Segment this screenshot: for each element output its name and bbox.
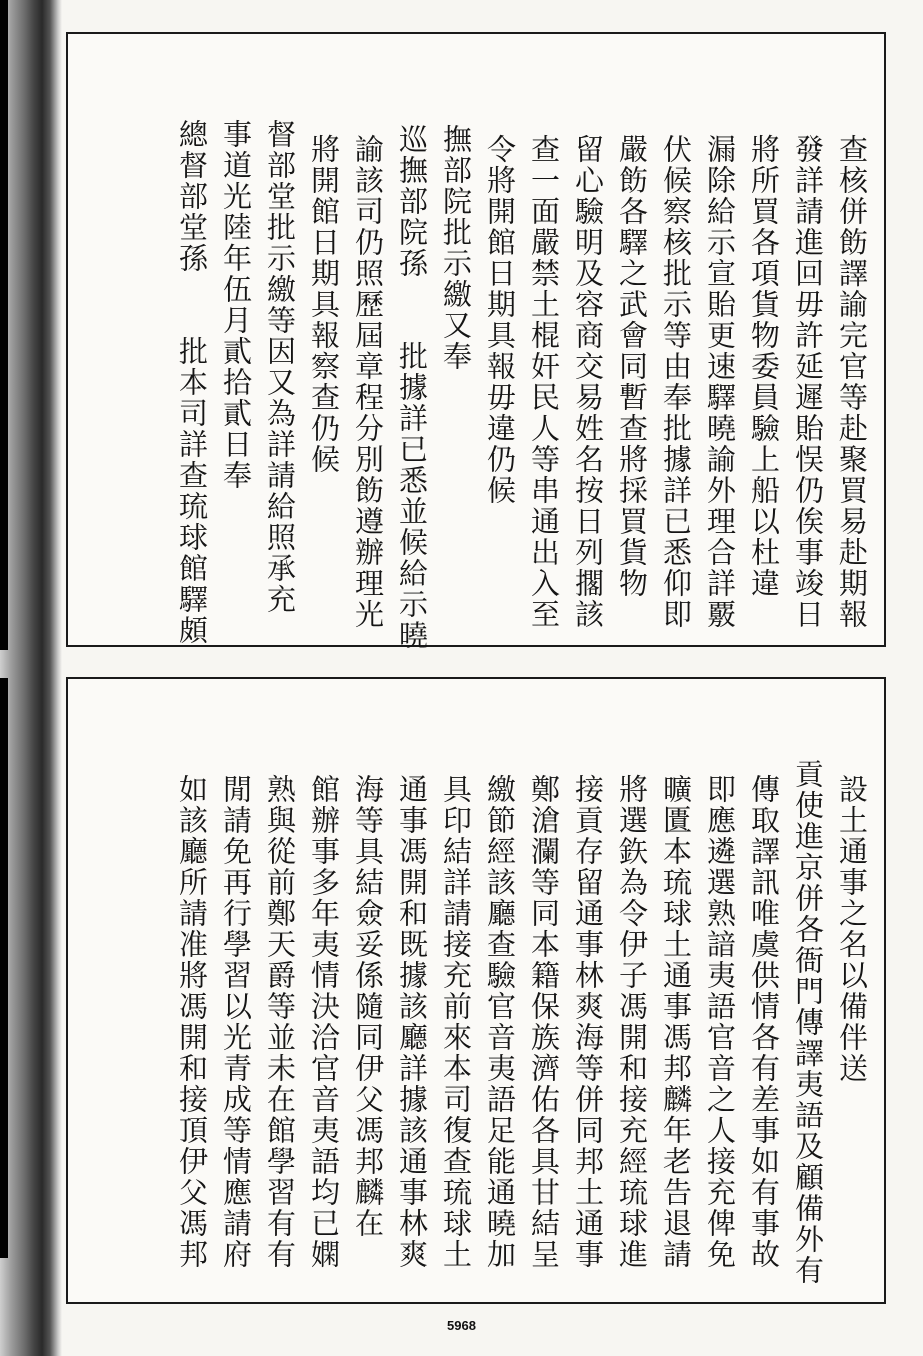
text-column: 留心驗明及容商交易姓名按日列擱該 [571, 134, 605, 630]
spine-edge-mark [0, 0, 8, 650]
text-column: 熟與從前鄭天爵等並未在館學習有有 [263, 774, 297, 1270]
text-column: 館辦事多年夷情決洽官音夷語均已嫻 [307, 774, 341, 1270]
text-column: 具印結詳請接充前來本司復查琉球土 [439, 774, 473, 1270]
text-column: 閒請免再行學習以光青成等情應請府 [219, 774, 253, 1270]
spine-edge-mark [0, 678, 8, 1258]
text-column: 將選鉃為令伊子馮開和接充經琉球進 [615, 774, 649, 1270]
text-column: 貢使進京併各衙門傳譯夷語及顧備外有 [791, 759, 825, 1286]
bottom-text-columns [68, 679, 884, 1302]
bottom-manuscript-page [66, 677, 886, 1304]
text-column: 令將開館日期具報毋違仍候 [483, 134, 517, 506]
top-manuscript-page [66, 32, 886, 651]
text-column: 通事馮開和既據該廳詳據該通事林爽 [395, 774, 429, 1270]
text-column: 鄭滄瀾等同本籍保族濟佑各具甘結呈 [527, 774, 561, 1270]
text-column: 曠匱本琉球土通事馮邦麟年老告退請 [659, 774, 693, 1270]
text-column: 查一面嚴禁土棍奸民人等串通出入至 [527, 134, 561, 630]
book-spine-shadow [0, 0, 62, 1356]
text-column: 嚴飭各驛之武會同暫查將採買貨物 [615, 134, 649, 599]
text-column: 傳取譯訊唯虞供情各有差事如有事故 [747, 774, 781, 1270]
text-column: 巡撫部院孫 批據詳已悉並候給示曉 [395, 124, 429, 651]
text-column: 伏候察核批示等由奉批據詳已悉仰即 [659, 134, 693, 630]
text-column: 事道光陸年伍月貳拾貳日奉 [219, 119, 253, 491]
text-column: 督部堂批示繳等因又為詳請給照承充 [263, 119, 297, 615]
text-column: 發詳請進回毋許延遲貽悮仍俟事竣日 [791, 134, 825, 630]
text-column: 將所買各項貨物委員驗上船以杜違 [747, 134, 781, 599]
text-column: 撫部院批示繳又奉 [439, 124, 473, 372]
text-column: 總督部堂孫 批本司詳查琉球館驛頗 [175, 119, 209, 646]
text-column: 漏除給示宣貽更速驛曉諭外理合詳覈 [703, 134, 737, 630]
text-column: 將開館日期具報察查仍候 [307, 134, 341, 475]
top-text-columns [68, 34, 884, 651]
text-column: 設土通事之名以備伴送 [835, 774, 869, 1084]
text-column: 海等具結僉妥係隨同伊父馮邦麟在 [351, 774, 385, 1239]
text-column: 如該廳所請准將馮開和接頂伊父馮邦 [175, 774, 209, 1270]
text-column: 查核併飭譯諭完官等赴聚買易赴期報 [835, 134, 869, 630]
text-column: 即應遴選熟諳夷語官音之人接充俾免 [703, 774, 737, 1270]
text-column: 繳節經該廳查驗官音夷語足能通曉加 [483, 774, 517, 1270]
text-column: 接貢存留通事林爽海等併同邦土通事 [571, 774, 605, 1270]
text-column: 諭該司仍照歷屆章程分別飭遵辦理光 [351, 134, 385, 630]
page-number: 5968 [447, 1318, 476, 1333]
